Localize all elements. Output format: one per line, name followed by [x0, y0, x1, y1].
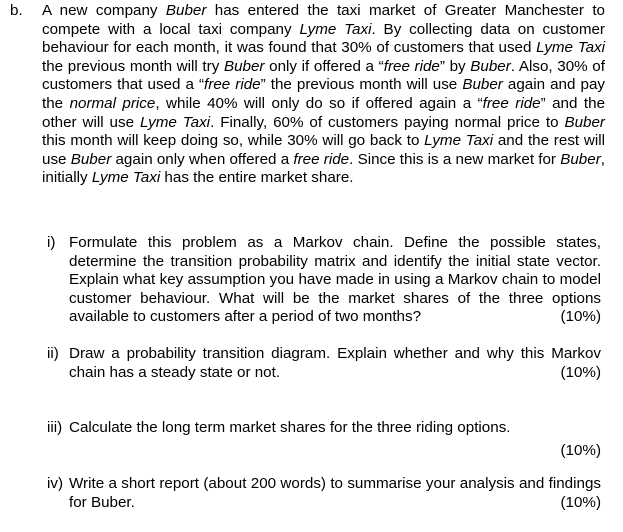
company-name-lyme: Lyme Taxi: [139, 113, 211, 131]
intro-text: this month will keep doing so, while 30% will go back to: [42, 132, 425, 150]
question-i-text: Formulate this problem as a Markov chain. Define the possible states, determine the transition probability matrix and identify the initial state vector. Explain what key assumption you have made in using a Markov chain to model customer behaviour. What will be the market shares of the three options available to customers after a period of two months?: [69, 234, 601, 326]
company-name-lyme: Lyme Taxi: [536, 39, 605, 57]
question-iv: [47, 475, 601, 512]
term-free-ride: free ride: [293, 150, 350, 168]
company-name-lyme: Lyme Taxi: [424, 132, 494, 150]
intro-text: . By collecting data on customer behaviour for each month, it was found that 30% of customers that used: [42, 20, 605, 57]
intro-text: again and pay the: [42, 76, 605, 112]
company-name-buber: Buber: [462, 76, 503, 94]
company-name-lyme: Lyme Taxi: [299, 20, 372, 38]
question-marks: (10%): [560, 308, 601, 326]
question-text: [69, 475, 601, 512]
question-number: i): [47, 234, 56, 251]
intro-text: ” the previous month will use: [260, 76, 463, 94]
question-text: [69, 419, 601, 438]
intro-text: has entered the taxi market of Greater Manchester to compete with a local taxi company: [42, 2, 605, 38]
intro-text: . Finally, 60% of customers paying normal price to: [210, 113, 565, 131]
question-number: iii): [47, 419, 63, 436]
intro-text: . Since this is a new market for: [349, 150, 561, 168]
intro-text: only if offered a “: [264, 57, 384, 75]
company-name-buber: Buber: [165, 2, 207, 19]
question-i: [47, 234, 601, 327]
question-marks: (10%): [560, 363, 601, 381]
company-name-buber: Buber: [70, 150, 112, 168]
intro-text: A new company: [42, 2, 166, 19]
question-ii: [47, 345, 601, 382]
company-name-buber: Buber: [470, 57, 511, 75]
question-marks: (10%): [560, 441, 601, 459]
intro-text: ” and the other will use: [42, 94, 606, 131]
term-free-ride: free ride: [482, 94, 541, 112]
intro-text: has the entire market share.: [160, 169, 354, 187]
question-text: [69, 345, 601, 382]
company-name-buber: Buber: [560, 150, 601, 168]
intro-text: , initially: [42, 150, 605, 187]
question-number: ii): [47, 345, 59, 362]
question-iv-text: Write a short report (about 200 words) to summarise your analysis and findings for Buber.: [69, 475, 601, 511]
question-number: iv): [47, 475, 64, 492]
company-name-buber: Buber: [223, 57, 265, 75]
intro-text: , while 40% will only do so if offered again a “: [155, 94, 483, 112]
intro-text: again only when offered a: [111, 150, 294, 168]
intro-text: and the rest will use: [42, 132, 605, 168]
intro-text: ” by: [439, 57, 471, 75]
question-iii: [47, 419, 601, 460]
term-free-ride: free ride: [204, 76, 261, 94]
company-name-lyme: Lyme Taxi: [91, 169, 161, 187]
intro-paragraph: [42, 2, 605, 188]
term-free-ride: free ride: [383, 57, 440, 75]
part-label: b.: [10, 2, 23, 19]
intro-text: the previous month will try: [42, 57, 224, 75]
question-text: [69, 234, 601, 327]
term-normal-price: normal price: [69, 94, 156, 112]
question-iii-text: Calculate the long term market shares for the three riding options.: [69, 419, 511, 436]
question-ii-text: Draw a probability transition diagram. Explain whether and why this Markov chain has a steady state or not.: [69, 345, 601, 381]
question-marks: (10%): [560, 493, 601, 511]
company-name-buber: Buber: [564, 113, 605, 131]
intro-text: . Also, 30% of customers that used a “: [42, 57, 605, 94]
